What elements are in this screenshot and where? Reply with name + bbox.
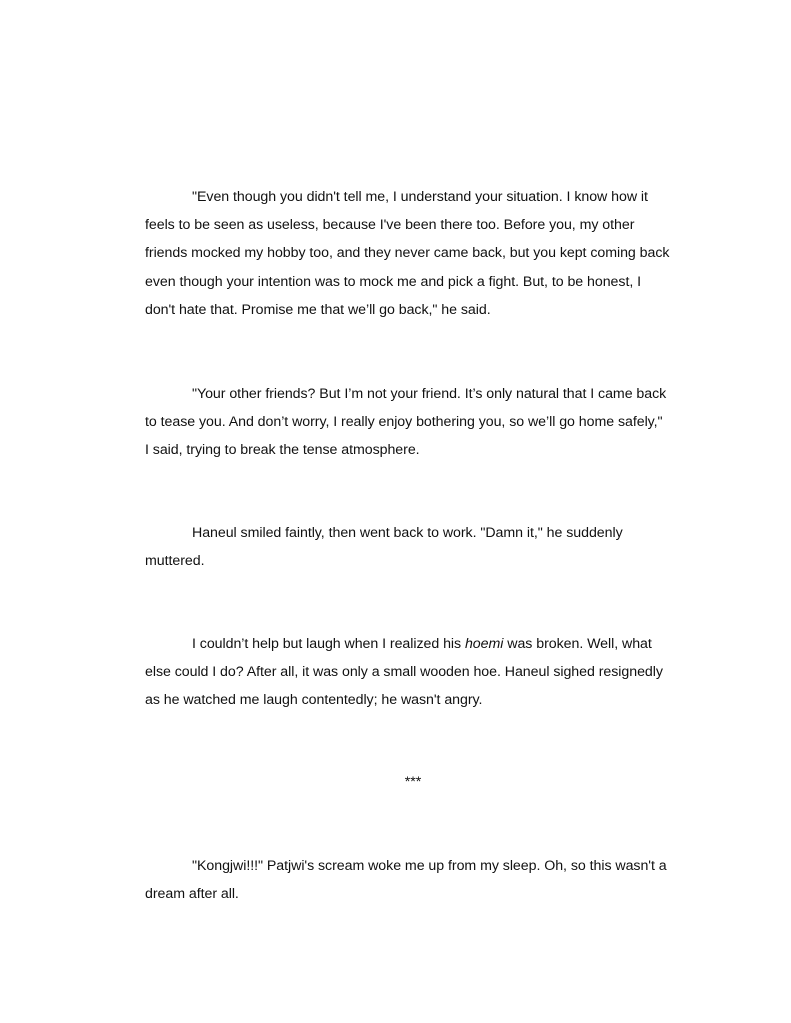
paragraph-line: to tease you. And don’t worry, I really enjoy bothering you, so we’ll go home safely," <box>145 414 663 431</box>
paragraph-line: even though your intention was to mock me and pick a fight. But, to be honest, I <box>145 273 642 290</box>
paragraph-1 <box>145 183 685 324</box>
paragraph-text: I couldn’t help but laugh when I realized his <box>192 636 465 652</box>
paragraph-line: "Your other friends? But I’m not your friend. It’s only natural that I came back <box>192 386 667 402</box>
paragraph-line: don't hate that. Promise me that we’ll go back," he said. <box>145 301 491 318</box>
paragraph-line: else could I do? After all, it was only a small wooden hoe. Haneul sighed resignedly <box>145 664 663 681</box>
paragraph-4 <box>145 630 685 715</box>
paragraph-line: friends mocked my hobby too, and they never came back, but you kept coming back <box>145 245 670 262</box>
scene-separator: *** <box>404 774 422 790</box>
italic-term: hoemi <box>464 636 504 652</box>
paragraph-line: Haneul smiled faintly, then went back to work. "Damn it," he suddenly <box>192 525 623 541</box>
paragraph-text: was broken. Well, what <box>503 636 652 652</box>
paragraph-line <box>145 630 685 658</box>
paragraph-2 <box>145 380 685 465</box>
paragraph-5 <box>145 852 685 908</box>
paragraph-line: as he watched me laugh contentedly; he wasn't angry. <box>145 692 483 709</box>
paragraph-line: muttered. <box>145 553 205 570</box>
paragraph-line: dream after all. <box>145 886 239 903</box>
paragraph-line: feels to be seen as useless, because I've been there too. Before you, my other <box>145 217 635 234</box>
paragraph-line: I said, trying to break the tense atmosphere. <box>145 442 420 459</box>
paragraph-line: "Kongjwi!!!" Patjwi's scream woke me up from my sleep. Oh, so this wasn't a <box>192 858 667 874</box>
paragraph-3 <box>145 519 685 575</box>
paragraph-line: "Even though you didn't tell me, I understand your situation. I know how it <box>192 189 648 205</box>
